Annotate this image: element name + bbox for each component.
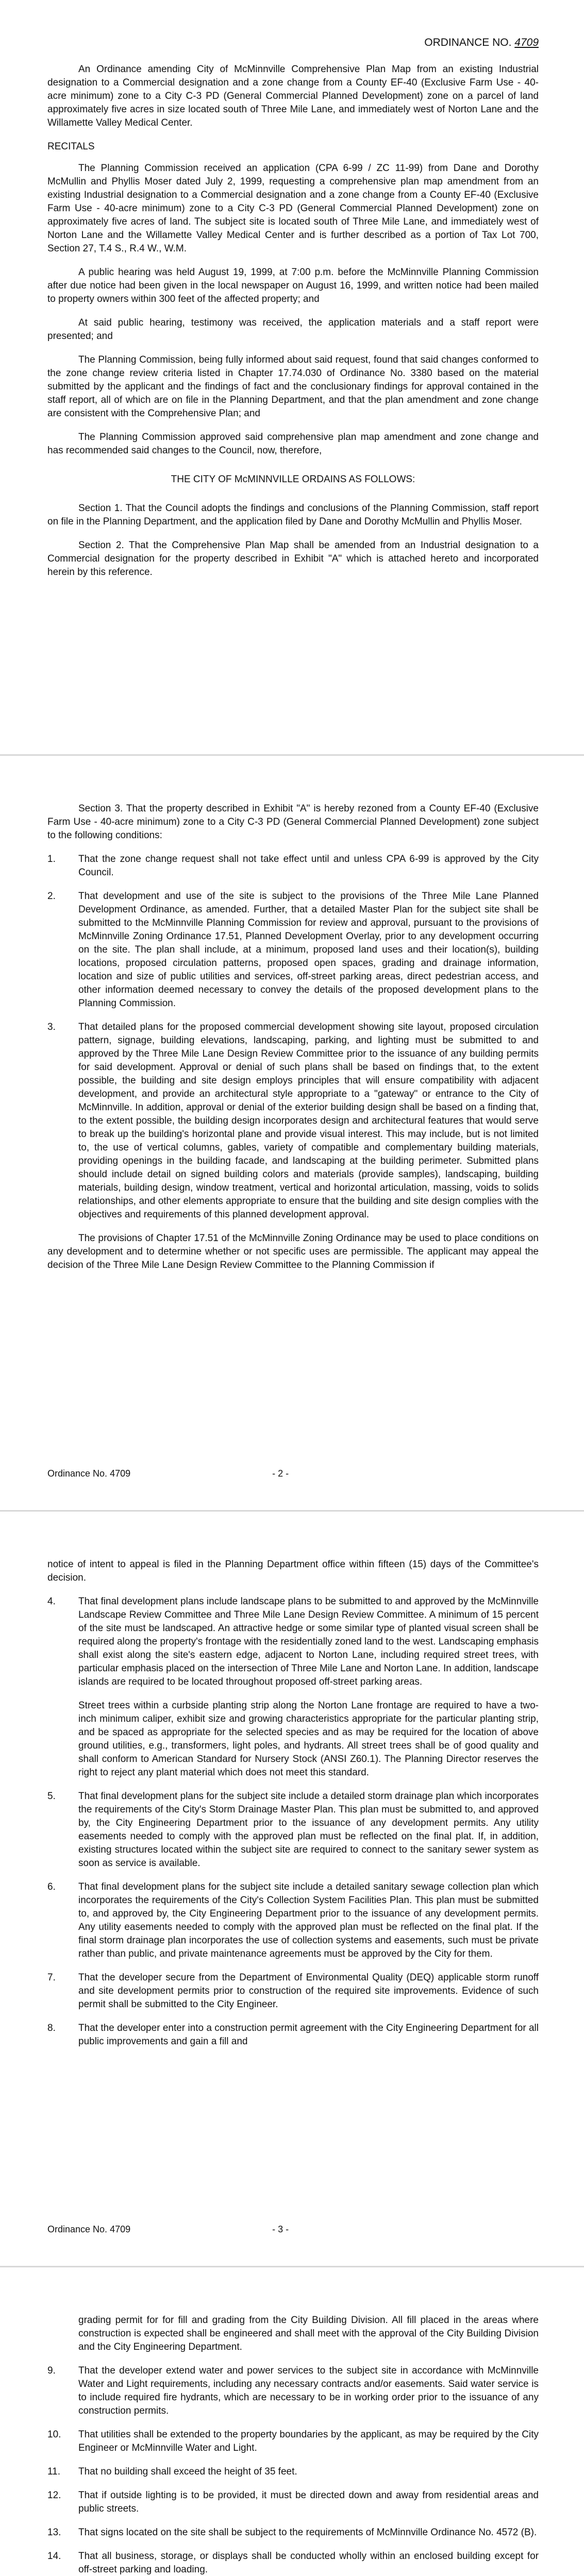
condition-item: [47, 853, 539, 879]
page-number: - 2 -: [272, 1468, 289, 1479]
continued-paragraph: notice of intent to appeal is filed in the Planning Department office within fifteen (15) days of the Committee's decision.: [47, 1559, 539, 1583]
condition-item: [47, 2489, 539, 2516]
condition-item: [47, 2526, 539, 2539]
condition-item: [47, 2364, 539, 2418]
page-1-content: [47, 36, 539, 589]
condition-text: That all business, storage, or displays shall be conducted wholly within an enclosed building except for off-street parking and loading.: [78, 2551, 539, 2575]
section-1: Section 1. That the Council adopts the findings and conclusions of the Planning Commission, staff report on file in the Planning Department, and the application filed by Dane and Dorothy McMullin and Phyllis Moser.: [47, 503, 539, 527]
condition-number: 10.: [47, 2429, 61, 2440]
page-1: [0, 0, 584, 756]
condition-number: [47, 1699, 78, 1780]
condition-item: [47, 890, 539, 1010]
condition-text: Street trees within a curbside planting strip along the Norton Lane frontage are required to have a two-inch minimum caliper, exhibit size and growing characteristics appropriate for the particular planting strip, and be spaced as appropriate for the selected species and as may be required for the location of above ground utilities, e.g., transformers, light poles, and hydrants. All street trees shall be of good quality and shall conform to American Standard for Nursery Stock (ANSI Z60.1). The Planning Director reserves the right to reject any plant material which does not meet this standard.: [78, 1700, 539, 1778]
footer-label: Ordinance No.: [47, 1468, 108, 1479]
condition-item: [47, 1880, 539, 1961]
recitals-heading: RECITALS: [47, 141, 95, 152]
continued-paragraph: grading permit for for fill and grading from the City Building Division. All fill placed in the areas where construction is expected shall be engineered and shall meet with the approval of the City Building Division and the City Engineering Department.: [78, 2315, 539, 2352]
condition-text: That the zone change request shall not take effect until and unless CPA 6-99 is approved by the City Council.: [78, 854, 539, 878]
condition-number: 1.: [47, 854, 56, 865]
condition-number: 11.: [47, 2466, 61, 2477]
ordinance-number: 4709: [514, 37, 539, 48]
condition-item: [47, 2022, 539, 2048]
page-4-content: [47, 2314, 539, 2576]
condition-text: That if outside lighting is to be provided, it must be directed down and away from residential areas and public streets.: [78, 2490, 539, 2514]
page-2: [0, 756, 584, 1512]
condition-number: 7.: [47, 1972, 56, 1983]
ordinance-label: ORDINANCE NO.: [424, 37, 512, 48]
condition-text: That the developer secure from the Department of Environmental Quality (DEQ) applicable storm runoff and site development permits prior to construction of the required site improvements. Evidence of such permit shall be submitted to the City Engineer.: [78, 1972, 539, 2010]
footer-label: Ordinance No.: [47, 2224, 108, 2234]
condition-text: That no building shall exceed the height of 35 feet.: [78, 2466, 297, 2477]
section-3: Section 3. That the property described in Exhibit "A" is hereby rezoned from a County EF-40 (Exclusive Farm Use - 40-acre minimum) zone to a City C-3 PD (General Commercial Planned Development) zone subject to the following conditions:: [47, 803, 539, 841]
condition-item: [47, 1790, 539, 1870]
recital-5: The Planning Commission approved said comprehensive plan map amendment and zone change and has recommended said changes to the Council, now, therefore,: [47, 432, 539, 456]
condition-text: That the developer extend water and power services to the subject site in accordance with McMinnville Water and Light requirements, including any necessary contracts and/or easements. Said water service is to include required fire hydrants, which are necessary to be in working order prior to the issuance of any construction permits.: [78, 2365, 539, 2416]
condition-text: That final development plans for the subject site include a detailed storm drainage plan which incorporates the requirements of the City's Storm Drainage Master Plan. This plan must be submitted to, and approved by, the City Engineering Department prior to the issuance of any development permits. Any utility easements needed to comply with the approved plan must be reflected on the final plat. If, in addition, existing structures located within the subject site are required to connect to the sanitary sewer system as soon as service is available.: [78, 1791, 539, 1869]
page-footer: [47, 1468, 289, 1479]
section-2: Section 2. That the Comprehensive Plan Map shall be amended from an Industrial designation to a Commercial designation for the property described in Exhibit "A" which is attached hereto and incorporated herein by this reference.: [47, 540, 539, 578]
condition-number: 3.: [47, 1022, 56, 1032]
condition-text: That development and use of the site is subject to the provisions of the Three Mile Lane Planned Development Ordinance, as amended. Further, that a detailed Master Plan for the subject site shall be submitted to the McMinnville Planning Commission for review and approval, pursuant to the provisions of McMinnville Zoning Ordinance 17.51, Planned Development Overlay, prior to any development occurring on the site. The plan shall include, at a minimum, proposed land uses and their location(s), building locations, proposed circulation patterns, proposed open spaces, grading and drainage information, location and size of public utilities and services, off-street parking areas, direct pedestrian access, and other information deemed necessary to convey the details of the proposed development plans to the Planning Commission.: [78, 891, 539, 1009]
appeal-paragraph: The provisions of Chapter 17.51 of the McMinnville Zoning Ordinance may be used to place conditions on any development and to determine whether or not specific uses are permissible. The applicant may appeal the decision of the Three Mile Lane Design Review Committee to the Planning Commission if: [47, 1233, 539, 1270]
page-4: [0, 2267, 584, 2576]
ordains-heading: THE CITY OF McMINNVILLE ORDAINS AS FOLLOWS:: [171, 474, 415, 485]
condition-text: That final development plans for the subject site include a detailed sanitary sewage collection plan which incorporates the requirements of the City's Collection System Facilities Plan. This plan must be submitted to, and approved by, the City Engineering Department prior to the issuance of any development permits. Any utility easements needed to comply with the approved plan must be reflected on the final plat. If the final storm drainage plan incorporates the use of collection systems and easements, such must be private rather than public, and private maintenance agreements must be approved by the City for them.: [78, 1882, 539, 1959]
condition-number: 13.: [47, 2527, 61, 2538]
page-number: - 3 -: [272, 2224, 289, 2234]
condition-number: 6.: [47, 1882, 56, 1892]
condition-item: [47, 1699, 539, 1780]
recital-4: The Planning Commission, being fully informed about said request, found that said changes conformed to the zone change review criteria listed in Chapter 17.74.030 of Ordinance No. 3380 based on the material submitted by the applicant and the findings of fact and the conclusionary findings for approval contained in the staff report, all of which are on file in the Planning Department, and that the plan amendment and zone change are consistent with the Comprehensive Plan; and: [47, 354, 539, 419]
condition-item: [47, 1595, 539, 1689]
page-footer: [47, 2224, 289, 2235]
condition-item: [47, 1971, 539, 2011]
page-2-content: [47, 802, 539, 1282]
condition-number: 8.: [47, 2023, 56, 2033]
recital-3: At said public hearing, testimony was received, the application materials and a staff report were presented; and: [47, 317, 539, 342]
condition-number: 5.: [47, 1791, 56, 1802]
intro-paragraph: An Ordinance amending City of McMinnville Comprehensive Plan Map from an existing Industrial designation to a Commercial designation and a zone change from a County EF-40 (Exclusive Farm Use - 40-acre minimum) zone to a City C-3 PD (General Commercial Planned Development) zone on a parcel of land approximately five acres in size located south of Three Mile Lane, and immediately west of Norton Lane and the Willamette Valley Medical Center.: [47, 64, 539, 128]
recital-1: The Planning Commission received an application (CPA 6-99 / ZC 11-99) from Dane and Dorothy McMullin and Phyllis Moser dated July 2, 1999, requesting a comprehensive plan map amendment from an existing Industrial designation to a Commercial designation and a zone change from a County EF-40 (Exclusive Farm Use - 40-acre minimum) zone to a City C-3 PD (General Commercial Planned Development) zone on approximately five acres of land. The subject site is located south of Three Mile Lane, and immediately west of Norton Lane and the Willamette Valley Medical Center and is further described as a portion of Tax Lot 700, Section 27, T.4 S., R.4 W., W.M.: [47, 163, 539, 254]
condition-text: That the developer enter into a construction permit agreement with the City Engineering Department for all public improvements and gain a fill and: [78, 2023, 539, 2047]
condition-text: That detailed plans for the proposed commercial development showing site layout, proposed circulation pattern, signage, building elevations, landscaping, parking, and lighting must be submitted to and approved by the Three Mile Lane Design Review Committee prior to the issuance of any building permits for said development. Approval or denial of such plans shall be based on findings that, to the extent possible, the building and site design employs principles that will ensure compatibility with adjacent development, and provide an architectural style appropriate to a "gateway" or entrance to the City of McMinnville. In addition, approval or denial of the exterior building design shall be based on a finding that, to the extent possible, the building design incorporates design and architectural features that would serve to break up the building's horizontal plane and provide visual interest. This may include, but is not limited to, the use of vertical columns, gables, variety of compatible and complementary building materials, providing openings in the building facade, and landscaping at the building perimeter. Submitted plans should include detail on signed building colors and materials (provide samples), landscaping, building materials, building design, window treatment, vertical and horizontal articulation, massing, voids to solids relationships, and other elements appropriate to ensure that the building and site design complies with the objectives and requirements of this planned development approval.: [78, 1022, 539, 1220]
condition-number: 4.: [47, 1596, 56, 1607]
page-3-content: [47, 1558, 539, 2059]
footer-number: 4709: [110, 1468, 131, 1479]
condition-item: [47, 2428, 539, 2455]
footer-number: 4709: [110, 2224, 131, 2234]
page-3: [0, 1512, 584, 2267]
ordinance-header: [47, 36, 539, 49]
condition-number: 9.: [47, 2365, 56, 2376]
condition-text: That final development plans include landscape plans to be submitted to and approved by the McMinnville Landscape Review Committee and Three Mile Lane Design Review Committee. A minimum of 15 percent of the site must be landscaped. An attractive hedge or some similar type of planted visual screen shall be required along the property's frontage with the residentially zoned land to the west. Landscaping emphasis shall exist along the site's eastern edge, adjacent to Norton Lane, including required street trees, with particular emphasis placed on the intersection of Three Mile Lane and Norton Lane. In addition, landscape islands are required to be located throughout proposed off-street parking areas.: [78, 1596, 539, 1687]
condition-text: That utilities shall be extended to the property boundaries by the applicant, as may be required by the City Engineer or McMinnville Water and Light.: [78, 2429, 539, 2453]
condition-number: 2.: [47, 891, 56, 902]
condition-text: That signs located on the site shall be subject to the requirements of McMinnville Ordinance No. 4572 (B).: [78, 2527, 537, 2538]
condition-number: 12.: [47, 2490, 61, 2501]
recital-2: A public hearing was held August 19, 1999, at 7:00 p.m. before the McMinnville Planning Commission after due notice had been given in the local newspaper on August 16, 1999, and written notice had been mailed to property owners within 300 feet of the affected property; and: [47, 267, 539, 304]
condition-item: [47, 2465, 539, 2479]
condition-item: [47, 2550, 539, 2576]
condition-item: [47, 1021, 539, 1222]
condition-number: 14.: [47, 2551, 61, 2562]
